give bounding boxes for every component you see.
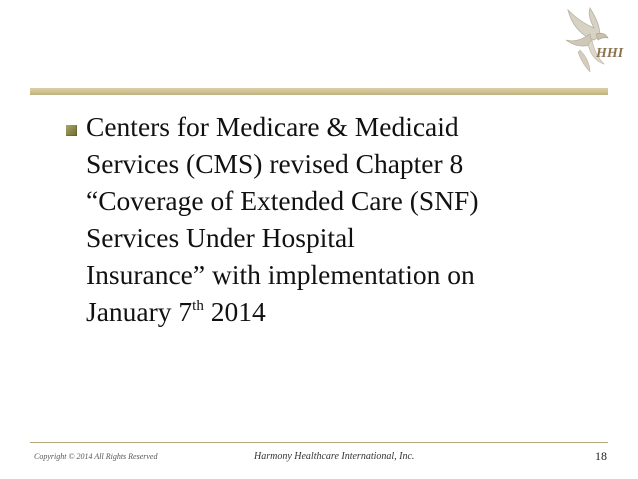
- date-text: January 7: [86, 296, 193, 327]
- footer-copyright: Copyright © 2014 All Rights Reserved: [34, 452, 158, 461]
- bottom-divider: [30, 442, 608, 443]
- bullet-line: Services Under Hospital: [86, 222, 355, 253]
- top-divider: [30, 88, 608, 95]
- bullet-line: Services (CMS) revised Chapter 8: [86, 148, 464, 179]
- bullet-line: Insurance” with implementation on: [86, 259, 475, 290]
- footer-company: Harmony Healthcare International, Inc.: [254, 451, 415, 462]
- date-superscript: th: [192, 298, 204, 314]
- page-number: 18: [595, 449, 607, 463]
- bullet-square-icon: [66, 125, 77, 136]
- bullet-text: [86, 108, 606, 330]
- dove-icon: [560, 6, 624, 76]
- logo-text: HHI: [596, 46, 624, 61]
- bullet-line-date: [86, 293, 606, 330]
- bullet-line: “Coverage of Extended Care (SNF): [86, 185, 479, 216]
- bullet-line: Centers for Medicare & Medicaid: [86, 111, 459, 142]
- year-text: 2014: [203, 296, 266, 327]
